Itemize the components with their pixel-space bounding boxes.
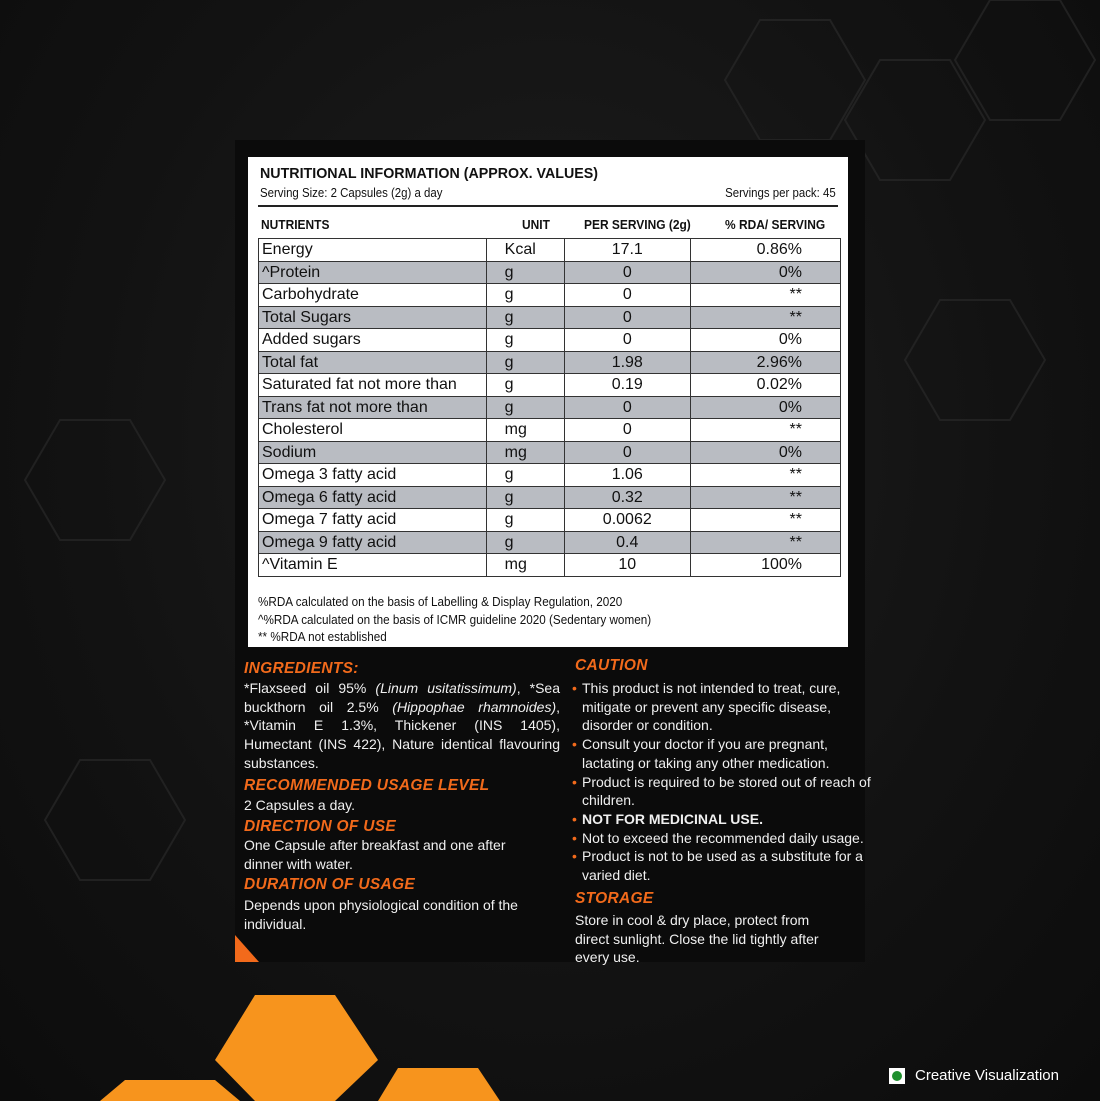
rda-value: 0% [690, 441, 840, 464]
nutrient-unit: g [486, 284, 564, 307]
storage-heading: STORAGE [575, 890, 654, 907]
nutrient-unit: g [486, 396, 564, 419]
per-serving-value: 1.06 [564, 464, 690, 487]
nutrient-unit: g [486, 374, 564, 397]
header-rule [258, 205, 838, 207]
nutrient-unit: mg [486, 419, 564, 442]
nutrition-facts-card [248, 157, 848, 647]
rda-value: 0.86% [690, 239, 840, 262]
nutrient-unit: g [486, 351, 564, 374]
per-serving-value: 10 [564, 554, 690, 577]
nutrient-unit: g [486, 261, 564, 284]
servings-per-pack: Servings per pack: 45 [725, 185, 836, 200]
column-header-unit: UNIT [522, 217, 550, 232]
direction-text: One Capsule after breakfast and one after dinner with water. [244, 837, 506, 872]
nutrient-name: ^Protein [259, 261, 487, 284]
per-serving-value: 0 [564, 441, 690, 464]
nutrition-table [258, 238, 841, 577]
table-row [259, 464, 841, 487]
duration-text: Depends upon physiological condition of the individual. [244, 897, 518, 932]
per-serving-value: 0 [564, 261, 690, 284]
table-row [259, 419, 841, 442]
per-serving-value: 0 [564, 284, 690, 307]
duration-heading: DURATION OF USAGE [244, 876, 416, 893]
per-serving-value: 0.32 [564, 486, 690, 509]
storage-text: Store in cool & dry place, protect from direct sunlight. Close the lid tightly after every use. [575, 912, 819, 966]
direction-heading: DIRECTION OF USE [244, 818, 397, 835]
rda-value: 0% [690, 261, 840, 284]
per-serving-value: 17.1 [564, 239, 690, 262]
per-serving-value: 0.0062 [564, 509, 690, 532]
nutrient-name: Total fat [259, 351, 487, 374]
orange-hexagon-right [378, 1068, 500, 1101]
rda-value: ** [690, 464, 840, 487]
rda-value: ** [690, 284, 840, 307]
table-row [259, 554, 841, 577]
orange-corner-accent [235, 935, 259, 962]
rda-value: 100% [690, 554, 840, 577]
nutrient-name: Trans fat not more than [259, 396, 487, 419]
per-serving-value: 0.4 [564, 531, 690, 554]
nutrient-name: ^Vitamin E [259, 554, 487, 577]
usage-level-text: 2 Capsules a day. [244, 797, 356, 813]
nutrient-name: Omega 7 fatty acid [259, 509, 487, 532]
per-serving-value: 0 [564, 419, 690, 442]
table-row [259, 329, 841, 352]
nutrient-unit: g [486, 509, 564, 532]
nutrient-name: Sodium [259, 441, 487, 464]
nutrient-name: Omega 3 fatty acid [259, 464, 487, 487]
nutrient-unit: g [486, 531, 564, 554]
nutrient-unit: mg [486, 441, 564, 464]
nutrient-unit: g [486, 329, 564, 352]
rda-value: ** [690, 531, 840, 554]
orange-hexagon-left [100, 1080, 240, 1101]
rda-value: 2.96% [690, 351, 840, 374]
caution-item: • This product is not intended to treat, cure, mitigate or prevent any specific disease, disorder or condition. [572, 680, 841, 734]
badge-label: Creative Visualization [915, 1067, 1059, 1084]
table-row [259, 351, 841, 374]
per-serving-value: 1.98 [564, 351, 690, 374]
usage-level-heading: RECOMMENDED USAGE LEVEL [244, 777, 490, 794]
footnote: ** %RDA not established [258, 629, 387, 644]
table-row [259, 239, 841, 262]
footnote: %RDA calculated on the basis of Labelling & Display Regulation, 2020 [258, 594, 623, 609]
table-row [259, 486, 841, 509]
nutrient-name: Carbohydrate [259, 284, 487, 307]
nutrient-unit: Kcal [486, 239, 564, 262]
caution-item: • Consult your doctor if you are pregnant, lactating or taking any other medication. [572, 736, 830, 771]
column-header-per-serving: PER SERVING (2g) [584, 217, 691, 232]
rda-value: ** [690, 419, 840, 442]
rda-value: 0% [690, 396, 840, 419]
nutrition-footnotes [258, 593, 651, 646]
veg-symbol-icon [889, 1068, 905, 1084]
table-row [259, 441, 841, 464]
table-row [259, 261, 841, 284]
column-header-rda: % RDA/ SERVING [725, 217, 826, 232]
per-serving-value: 0 [564, 396, 690, 419]
rda-value: 0.02% [690, 374, 840, 397]
nutrient-name: Omega 6 fatty acid [259, 486, 487, 509]
per-serving-value: 0 [564, 306, 690, 329]
caution-item: • Not to exceed the recommended daily usage. [572, 829, 864, 846]
nutrient-name: Saturated fat not more than [259, 374, 487, 397]
table-row [259, 284, 841, 307]
rda-value: ** [690, 306, 840, 329]
table-row [259, 374, 841, 397]
table-row [259, 306, 841, 329]
nutrient-name: Total Sugars [259, 306, 487, 329]
caution-item: • NOT FOR MEDICINAL USE. [572, 810, 763, 827]
caution-heading: CAUTION [575, 657, 648, 674]
ingredients-heading: INGREDIENTS: [244, 660, 359, 677]
caution-item: • Product is required to be stored out of reach of children. [572, 773, 871, 809]
rda-value: ** [690, 486, 840, 509]
nutrient-unit: g [486, 464, 564, 487]
table-row [259, 396, 841, 419]
nutrient-unit: g [486, 306, 564, 329]
nutrient-unit: g [486, 486, 564, 509]
caution-item: • Product is not to be used as a substitute for a varied diet. [572, 848, 863, 884]
nutrient-name: Energy [259, 239, 487, 262]
serving-size: Serving Size: 2 Capsules (2g) a day [260, 185, 443, 200]
nutrient-name: Added sugars [259, 329, 487, 352]
ingredients-text: *Flaxseed oil 95% (Linum usitatissimum), *Sea buckthorn oil 2.5% (Hippophae rhamnoides), *Vitamin E 1.3%, Thickener (INS 1405), Humectant (INS 422), Nature identical flavouring substances. [244, 680, 561, 771]
table-row [259, 531, 841, 554]
column-header-nutrients: NUTRIENTS [261, 217, 330, 232]
veg-badge [889, 1067, 1059, 1084]
table-row [259, 509, 841, 532]
footnote: ^%RDA calculated on the basis of ICMR guideline 2020 (Sedentary women) [258, 611, 652, 627]
nutrient-name: Cholesterol [259, 419, 487, 442]
nutrient-unit: mg [486, 554, 564, 577]
nutrition-title: NUTRITIONAL INFORMATION (APPROX. VALUES) [260, 165, 599, 182]
orange-hexagon-center [215, 995, 378, 1101]
caution-list [572, 679, 872, 885]
rda-value: 0% [690, 329, 840, 352]
per-serving-value: 0.19 [564, 374, 690, 397]
rda-value: ** [690, 509, 840, 532]
nutrient-name: Omega 9 fatty acid [259, 531, 487, 554]
per-serving-value: 0 [564, 329, 690, 352]
